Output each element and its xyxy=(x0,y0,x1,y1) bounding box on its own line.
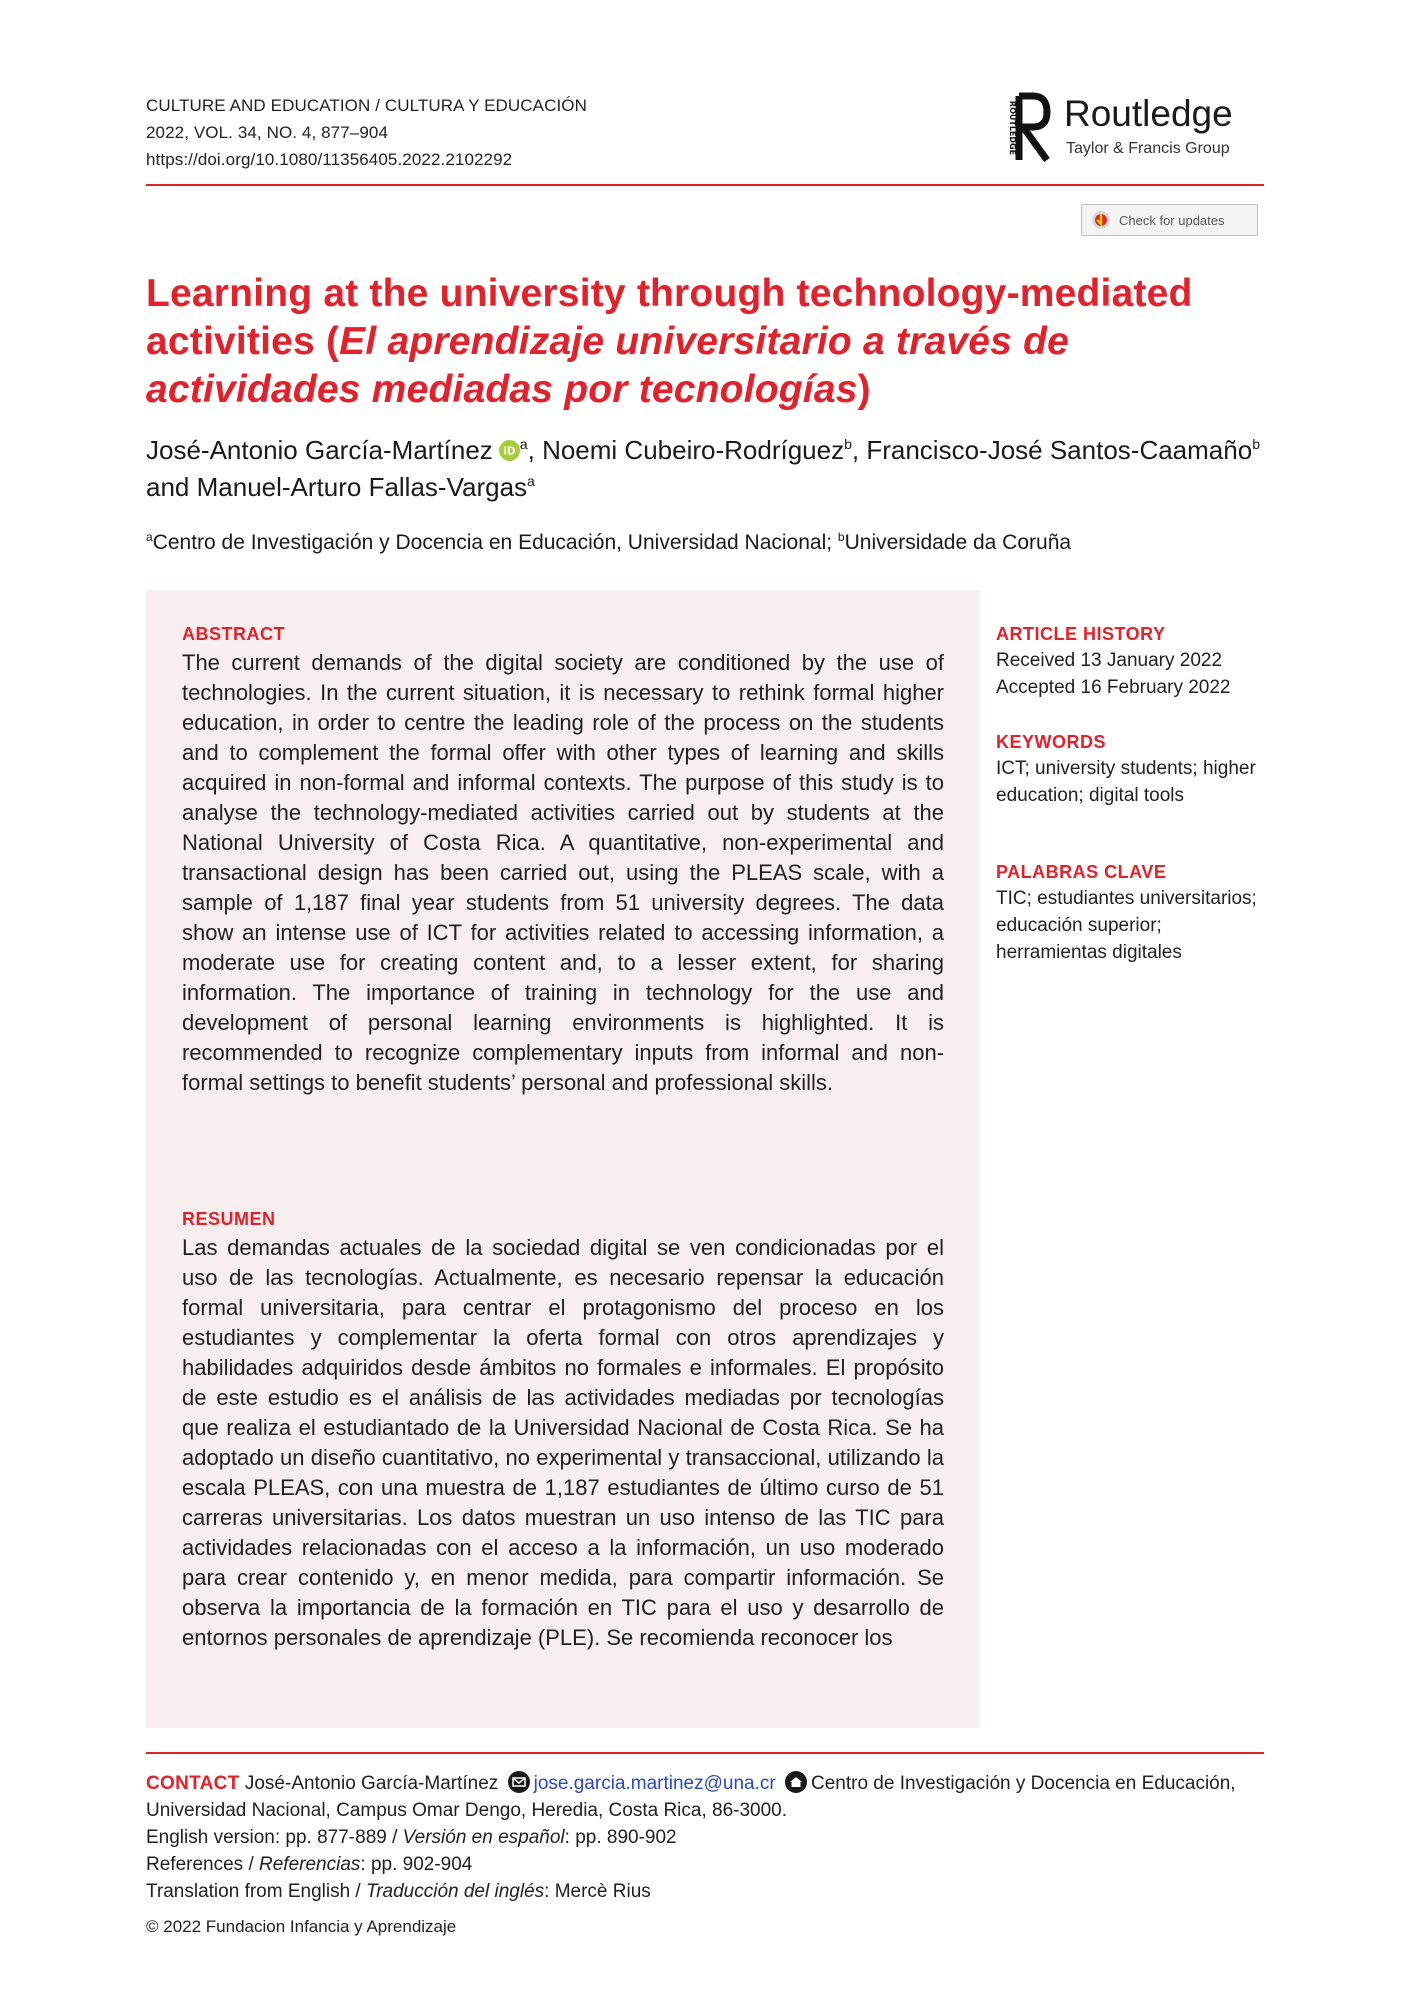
spanish-version-label: Versión en español xyxy=(402,1827,565,1848)
affiliations xyxy=(146,529,1071,557)
affiliation-marker: b xyxy=(844,436,852,452)
header-divider xyxy=(146,184,1264,186)
author-separator: , xyxy=(851,435,867,465)
author-name[interactable]: Manuel-Arturo Fallas-Vargas xyxy=(196,472,528,502)
contact-address: Centro de Investigación y Docencia en Educación, Universidad Nacional, Campus Omar Dengo, Heredia, Costa Rica, 86-3000. xyxy=(146,1773,1236,1821)
affiliation-text: Universidade da Coruña xyxy=(844,531,1072,554)
copyright: © 2022 Fundacion Infancia y Aprendizaje xyxy=(146,1917,457,1936)
article-title xyxy=(146,270,1276,414)
check-for-updates-label: Check for updates xyxy=(1119,212,1225,228)
abstract-text: The current demands of the digital society are conditioned by the use of technologies. In the current situation, it is necessary to rethink formal higher education, in order to centre the leading role of the process on the students and to complement the formal offer with other types of learning and skills acquired in non-formal and informal contexts. The purpose of this study is to analyse the technology-mediated activities carried out by students at the National University of Costa Rica. A quantitative, non-experimental and transactional design has been carried out, using the PLEAS scale, with a sample of 1,187 final year students from 51 university degrees. The data show an intense use of ICT for activities related to accessing information, a moderate use for creating content and, to a lesser extent, for sharing information. The importance of training in technology for the use and development of personal learning environments is highlighted. It is recommended to recognize complementary inputs from informal and non-formal settings to benefit students’ personal and professional skills. xyxy=(182,650,944,1095)
title-spanish: El aprendizaje universitario a través de actividades mediadas por tecnologías xyxy=(146,320,1069,411)
resumen-heading: RESUMEN xyxy=(182,1209,276,1229)
journal-name: CULTURE AND EDUCATION / CULTURA Y EDUCACIÓN xyxy=(146,96,588,115)
author-list xyxy=(146,432,1276,506)
abstract-heading: ABSTRACT xyxy=(182,624,285,644)
english-version-label: English version: pp. 877-889 / xyxy=(146,1827,403,1848)
author-separator: , xyxy=(527,435,543,465)
routledge-logo-icon xyxy=(1003,92,1053,164)
publisher-vertical-text: ROUTLEDGE xyxy=(1008,100,1017,156)
translation-label: Translation from English / xyxy=(146,1881,366,1902)
crossmark-icon xyxy=(1091,210,1111,230)
journal-info xyxy=(146,92,587,173)
keywords xyxy=(996,755,1266,809)
palabras-clave-heading: PALABRAS CLAVE xyxy=(996,862,1167,882)
version-line xyxy=(146,1824,1276,1851)
keywords-heading: KEYWORDS xyxy=(996,732,1107,752)
title-open-paren: ( xyxy=(325,320,340,363)
referencias-label: Referencias xyxy=(259,1854,361,1875)
author-name[interactable]: José-Antonio García-Martínez xyxy=(146,435,493,465)
author-name[interactable]: Francisco-José Santos-Caamaño xyxy=(866,435,1253,465)
contact-line xyxy=(146,1770,1276,1824)
affiliation-marker: b xyxy=(1252,436,1260,452)
contact-label: CONTACT xyxy=(146,1773,240,1794)
traduccion-label: Traducción del inglés xyxy=(366,1881,545,1902)
publisher-logo xyxy=(1003,92,1263,164)
keywords-text: ICT; university students; higher education; digital tools xyxy=(996,758,1256,806)
received-date: Received 13 January 2022 xyxy=(996,650,1223,671)
palabras-clave xyxy=(996,885,1266,966)
references-line xyxy=(146,1851,1276,1878)
orcid-icon[interactable] xyxy=(499,440,520,461)
affiliation-text: Centro de Investigación y Docencia en Educación, Universidad Nacional; xyxy=(152,531,838,554)
author-separator: and xyxy=(146,472,197,502)
translator-name: : Mercè Rius xyxy=(544,1881,651,1902)
affiliation-marker: a xyxy=(519,436,528,452)
spanish-version-pages: : pp. 890-902 xyxy=(564,1827,677,1848)
references-label: References / xyxy=(146,1854,259,1875)
article-history xyxy=(996,647,1266,701)
author-name[interactable]: Noemi Cubeiro-Rodríguez xyxy=(542,435,845,465)
title-english: Learning at the university through technology-mediated activities xyxy=(146,272,1193,363)
affiliation-marker: a xyxy=(146,530,153,544)
accepted-date: Accepted 16 February 2022 xyxy=(996,677,1231,698)
translation-line xyxy=(146,1878,1276,1905)
title-close-paren: ) xyxy=(857,368,871,411)
resumen-text: Las demandas actuales de la sociedad digital se ven condicionadas por el uso de las tecnologías. Actualmente, es necesario repensar la educación formal universitaria, para centrar el protagonismo del proceso en los estudiantes y complementar la oferta formal con otros aprendizajes y habilidades adquiridos desde ámbitos no formales e informales. El propósito de este estudio es el análisis de las actividades mediadas por tecnologías que realiza el estudiantado de la Universidad Nacional de Costa Rica. Se ha adoptado un diseño cuantitativo, no experimental y transaccional, utilizando la escala PLEAS, con una muestra de 1,187 estudiantes de último curso de 51 carreras universitarias. Los datos muestran un uso intenso de las TIC para actividades relacionadas con el acceso a la información, un uso moderado para crear contenido y, en menor medida, para compartir información. Se observa la importancia de la formación en TIC para el uso y desarrollo de entornos personales de aprendizaje (PLE). Se recomienda reconocer los xyxy=(182,1235,944,1650)
footer-divider xyxy=(146,1752,1264,1754)
contact-footer xyxy=(146,1770,1276,1940)
contact-name: José-Antonio García-Martínez xyxy=(244,1773,499,1794)
publisher-name: Routledge xyxy=(1064,93,1233,134)
affiliation-marker: a xyxy=(527,473,535,489)
check-for-updates-button[interactable] xyxy=(1081,204,1258,236)
affiliation-marker: b xyxy=(837,530,845,544)
journal-citation: 2022, VOL. 34, NO. 4, 877–904 xyxy=(146,123,389,142)
svg-text:iD: iD xyxy=(503,445,516,458)
palabras-clave-text: TIC; estudiantes universitarios; educación superior; herramientas digitales xyxy=(996,888,1257,963)
contact-email-link[interactable]: jose.garcia.martinez@una.cr xyxy=(533,1773,776,1794)
references-pages: : pp. 902-904 xyxy=(360,1854,473,1875)
publisher-group: Taylor & Francis Group xyxy=(1066,140,1230,157)
doi-link[interactable]: https://doi.org/10.1080/11356405.2022.2102292 xyxy=(146,150,513,169)
address-icon xyxy=(785,1771,807,1793)
email-icon xyxy=(508,1771,530,1793)
article-history-heading: ARTICLE HISTORY xyxy=(996,624,1166,644)
